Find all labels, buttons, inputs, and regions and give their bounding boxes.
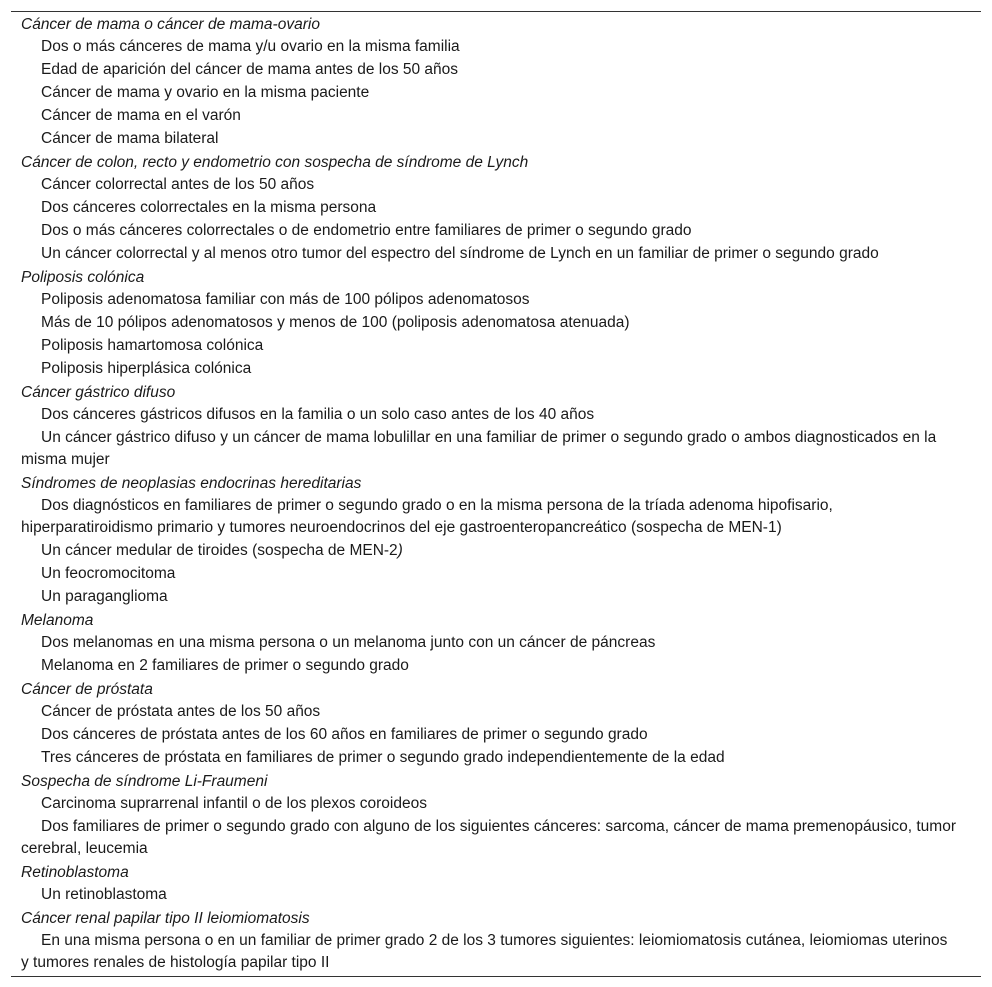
list-item: Un cáncer colorrectal y al menos otro tumor del espectro del síndrome de Lynch en un familiar de primer o segundo grado	[41, 245, 879, 262]
list-item: Cáncer colorrectal antes de los 50 años	[41, 176, 315, 193]
section-title: Síndromes de neoplasias endocrinas hereditarias	[21, 475, 362, 492]
list-item: Un feocromocitoma	[41, 565, 176, 582]
list-item: Dos melanomas en una misma persona o un melanoma junto con un cáncer de páncreas	[41, 634, 656, 651]
list-item: Un cáncer gástrico difuso y un cáncer de mama lobulillar en una familiar de primer o segundo grado o ambos diagnosticados en la misma mujer	[21, 429, 937, 468]
criteria-table	[11, 11, 981, 977]
list-item: Dos cánceres colorrectales en la misma persona	[41, 199, 377, 216]
list-item: Dos cánceres de próstata antes de los 60 años en familiares de primer o segundo grado	[41, 726, 648, 743]
list-item: Un paraganglioma	[41, 588, 168, 605]
list-item: En una misma persona o en un familiar de primer grado 2 de los 3 tumores siguientes: leiomiomatosis cutánea, leiomiomas uterinos y tumores renales de histología papilar tipo II	[21, 932, 948, 971]
list-item: Edad de aparición del cáncer de mama antes de los 50 años	[41, 61, 459, 78]
list-item: Dos o más cánceres de mama y/u ovario en la misma familia	[41, 38, 460, 55]
list-item: Dos o más cánceres colorrectales o de endometrio entre familiares de primer o segundo grado	[41, 222, 692, 239]
list-item: Carcinoma suprarrenal infantil o de los plexos coroideos	[41, 795, 427, 812]
list-item: Un retinoblastoma	[41, 886, 167, 903]
list-item: Melanoma en 2 familiares de primer o segundo grado	[41, 657, 409, 674]
list-item: Cáncer de mama en el varón	[41, 107, 241, 124]
section-title: Cáncer de colon, recto y endometrio con sospecha de síndrome de Lynch	[21, 154, 529, 171]
section-title: Sospecha de síndrome Li-Fraumeni	[21, 773, 268, 790]
section-title: Cáncer de mama o cáncer de mama-ovario	[21, 16, 320, 33]
list-item: Cáncer de mama y ovario en la misma paciente	[41, 84, 370, 101]
section-title: Cáncer renal papilar tipo II leiomiomatosis	[21, 910, 310, 927]
list-item: Tres cánceres de próstata en familiares de primer o segundo grado independientemente de la edad	[41, 749, 725, 766]
list-item: Dos familiares de primer o segundo grado con alguno de los siguientes cánceres: sarcoma, cáncer de mama premenopáusico, tumor cerebral, leucemia	[21, 818, 956, 857]
list-item: Cáncer de mama bilateral	[41, 130, 219, 147]
closing-paren: )	[397, 542, 403, 559]
list-item	[11, 540, 981, 562]
section-title: Poliposis colónica	[21, 269, 145, 286]
list-item: Cáncer de próstata antes de los 50 años	[41, 703, 321, 720]
list-item: Dos diagnósticos en familiares de primer o segundo grado o en la misma persona de la tríada adenoma hipofisario, hiperparatiroidismo primario y tumores neuroendocrinos del eje gastroenteropancreático (sospecha de MEN-1)	[21, 497, 833, 536]
section-title: Retinoblastoma	[21, 864, 129, 881]
section-title: Melanoma	[21, 612, 94, 629]
list-item: Más de 10 pólipos adenomatosos y menos de 100 (poliposis adenomatosa atenuada)	[41, 314, 630, 331]
list-item: Dos cánceres gástricos difusos en la familia o un solo caso antes de los 40 años	[41, 406, 595, 423]
section-title: Cáncer de próstata	[21, 681, 153, 698]
section-title: Cáncer gástrico difuso	[21, 384, 176, 401]
list-item: Poliposis adenomatosa familiar con más de 100 pólipos adenomatosos	[41, 291, 530, 308]
list-item: Poliposis hamartomosa colónica	[41, 337, 264, 354]
list-item-text: Un cáncer medular de tiroides (sospecha de MEN-2	[41, 542, 398, 559]
list-item: Poliposis hiperplásica colónica	[41, 360, 252, 377]
